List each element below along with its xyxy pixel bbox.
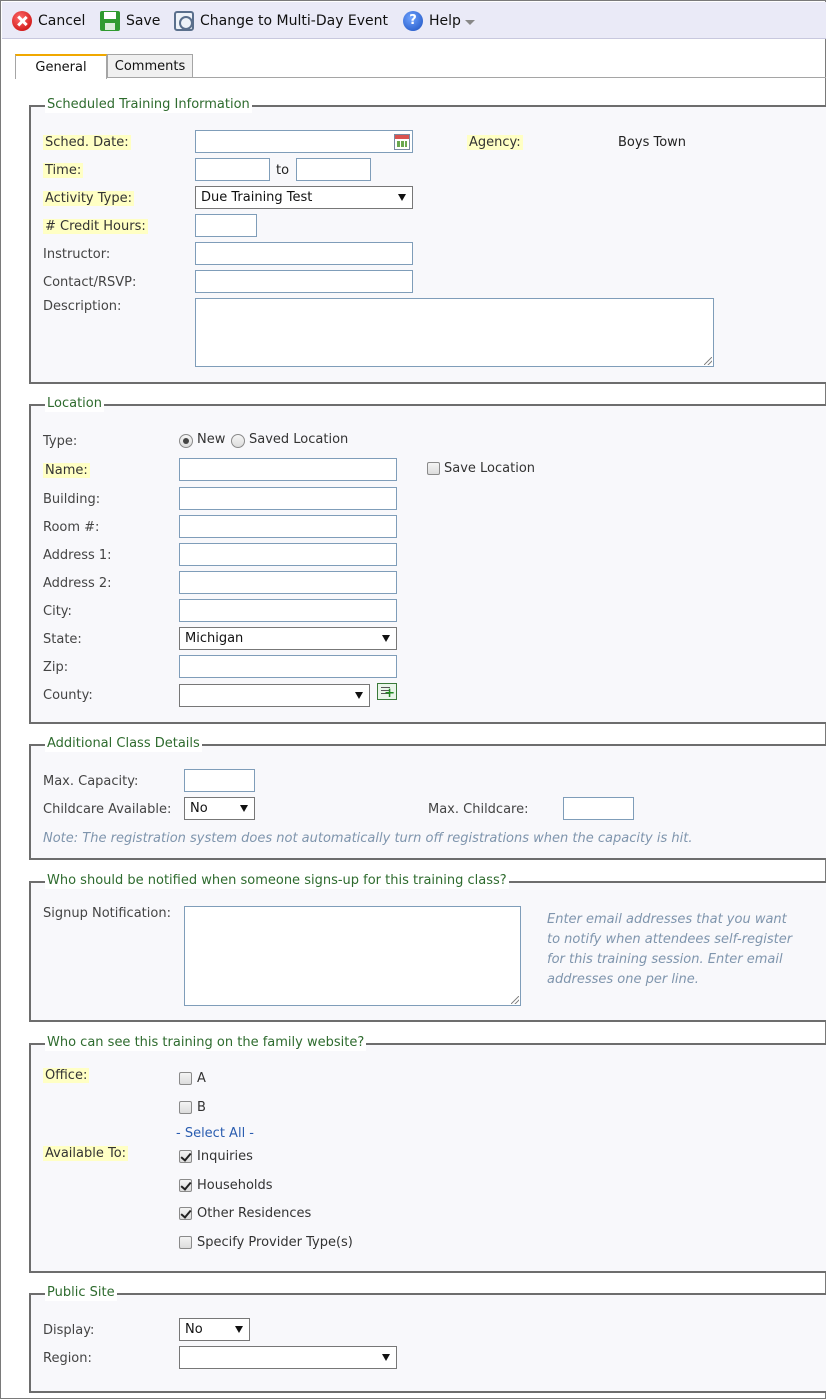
class-details-fieldset <box>29 736 826 860</box>
county-label: County: <box>43 688 93 703</box>
dropdown-arrow-icon <box>382 635 390 642</box>
office-a-label: A <box>197 1071 206 1086</box>
time-to-input[interactable] <box>296 158 371 181</box>
childcare-select[interactable] <box>184 797 255 820</box>
visibility-legend: Who can see this training on the family website? <box>47 1035 365 1050</box>
office-label: Office: <box>45 1068 88 1083</box>
time-from-input[interactable] <box>195 158 270 181</box>
chevron-down-icon <box>465 20 475 25</box>
multiday-icon <box>174 11 194 31</box>
building-input[interactable] <box>179 487 397 510</box>
tab-comments-label: Comments <box>114 59 186 74</box>
instructor-input[interactable] <box>195 242 413 265</box>
display-value: No <box>185 1322 203 1337</box>
cancel-icon <box>12 11 32 31</box>
agency-label: Agency: <box>469 135 521 150</box>
contact-input[interactable] <box>195 270 413 293</box>
agency-value: Boys Town <box>618 135 687 150</box>
help-label: Help <box>429 13 461 29</box>
city-input[interactable] <box>179 599 397 622</box>
scheduled-training-fieldset <box>29 97 826 384</box>
sched-date-input[interactable] <box>195 130 413 153</box>
max-childcare-label: Max. Childcare: <box>428 802 529 817</box>
region-select[interactable] <box>179 1346 397 1369</box>
resize-grip-icon[interactable] <box>511 996 519 1004</box>
public-site-fieldset <box>29 1285 826 1393</box>
type-label: Type: <box>43 434 78 449</box>
location-legend: Location <box>47 396 102 411</box>
toolbar <box>2 2 826 39</box>
type-saved-label: Saved Location <box>249 432 349 447</box>
room-input[interactable] <box>179 515 397 538</box>
public-site-legend: Public Site <box>47 1285 115 1300</box>
dropdown-arrow-icon <box>355 692 363 699</box>
other-residences-label: Other Residences <box>197 1206 312 1221</box>
name-label: Name: <box>45 463 88 478</box>
state-label: State: <box>43 632 82 647</box>
max-capacity-input[interactable] <box>184 769 255 792</box>
office-b-label: B <box>197 1100 206 1115</box>
dropdown-arrow-icon <box>240 805 248 812</box>
activity-type-value: Due Training Test <box>201 190 313 205</box>
tab-general[interactable] <box>15 54 107 79</box>
type-new-radio[interactable] <box>179 434 193 448</box>
county-select[interactable] <box>179 684 370 707</box>
childcare-label: Childcare Available: <box>43 802 172 817</box>
instructor-label: Instructor: <box>43 247 111 262</box>
tab-general-label: General <box>35 60 87 75</box>
signup-notification-label: Signup Notification: <box>43 906 171 921</box>
credit-hours-input[interactable] <box>195 214 257 237</box>
save-button[interactable] <box>100 10 160 32</box>
add-county-icon[interactable] <box>377 683 397 700</box>
provider-types-checkbox[interactable] <box>179 1236 192 1249</box>
resize-grip-icon[interactable] <box>704 357 712 365</box>
address2-input[interactable] <box>179 571 397 594</box>
save-location-checkbox[interactable] <box>427 462 440 475</box>
dropdown-arrow-icon <box>398 194 406 201</box>
class-details-legend: Additional Class Details <box>47 736 200 751</box>
households-checkbox[interactable] <box>179 1179 192 1192</box>
select-all-link[interactable]: - Select All - <box>176 1126 254 1141</box>
other-residences-checkbox[interactable] <box>179 1207 192 1220</box>
location-fieldset <box>29 396 826 724</box>
credit-hours-label: # Credit Hours: <box>45 219 146 234</box>
city-label: City: <box>43 604 72 619</box>
description-textarea[interactable] <box>195 298 714 367</box>
signup-notification-textarea[interactable] <box>184 906 521 1006</box>
contact-label: Contact/RSVP: <box>43 275 137 290</box>
tabs-divider <box>15 77 826 78</box>
multiday-label: Change to Multi-Day Event <box>200 13 389 29</box>
available-to-label: Available To: <box>45 1146 127 1161</box>
time-to-label: to <box>276 163 290 178</box>
scheduled-training-legend: Scheduled Training Information <box>47 97 250 112</box>
notification-fieldset <box>29 873 826 1022</box>
cancel-button[interactable] <box>12 10 85 32</box>
region-label: Region: <box>43 1351 92 1366</box>
max-childcare-input[interactable] <box>563 797 634 820</box>
address1-input[interactable] <box>179 543 397 566</box>
room-label: Room #: <box>43 520 100 535</box>
tab-comments[interactable] <box>107 54 193 78</box>
inquiries-label: Inquiries <box>197 1149 253 1164</box>
zip-label: Zip: <box>43 660 69 675</box>
notification-legend: Who should be notified when someone signs-up for this training class? <box>47 873 507 888</box>
max-capacity-label: Max. Capacity: <box>43 774 139 789</box>
help-button[interactable] <box>403 10 475 32</box>
type-new-label: New <box>197 432 226 447</box>
building-label: Building: <box>43 492 101 507</box>
dropdown-arrow-icon <box>235 1326 243 1333</box>
activity-type-select[interactable] <box>195 186 413 209</box>
households-label: Households <box>197 1178 273 1193</box>
save-icon <box>100 11 120 31</box>
activity-type-label: Activity Type: <box>45 191 132 206</box>
signup-help-text: Enter email addresses that you want to notify when attendees self-register for this training session. Enter email addresses one per line. <box>547 912 793 987</box>
address2-label: Address 2: <box>43 576 112 591</box>
calendar-icon[interactable] <box>394 134 410 150</box>
save-location-label: Save Location <box>444 461 536 476</box>
state-select[interactable] <box>179 627 397 650</box>
dropdown-arrow-icon <box>382 1354 390 1361</box>
state-value: Michigan <box>185 631 244 646</box>
time-label: Time: <box>45 163 82 178</box>
location-name-input[interactable] <box>179 458 397 481</box>
type-saved-radio[interactable] <box>231 434 245 448</box>
save-label: Save <box>126 13 161 29</box>
provider-types-label: Specify Provider Type(s) <box>197 1235 353 1250</box>
childcare-value: No <box>190 801 208 816</box>
display-label: Display: <box>43 1323 95 1338</box>
zip-input[interactable] <box>179 655 397 678</box>
change-multiday-button[interactable] <box>174 10 388 32</box>
office-a-checkbox[interactable] <box>179 1072 192 1085</box>
help-icon: ? <box>403 11 423 31</box>
address1-label: Address 1: <box>43 548 112 563</box>
office-b-checkbox[interactable] <box>179 1101 192 1114</box>
description-label: Description: <box>43 299 122 314</box>
display-select[interactable] <box>179 1318 250 1341</box>
sched-date-label: Sched. Date: <box>45 135 129 150</box>
capacity-note: Note: The registration system does not automatically turn off registrations when the capacity is hit. <box>43 831 693 846</box>
inquiries-checkbox[interactable] <box>179 1150 192 1163</box>
visibility-fieldset <box>29 1035 826 1273</box>
cancel-label: Cancel <box>38 13 86 29</box>
